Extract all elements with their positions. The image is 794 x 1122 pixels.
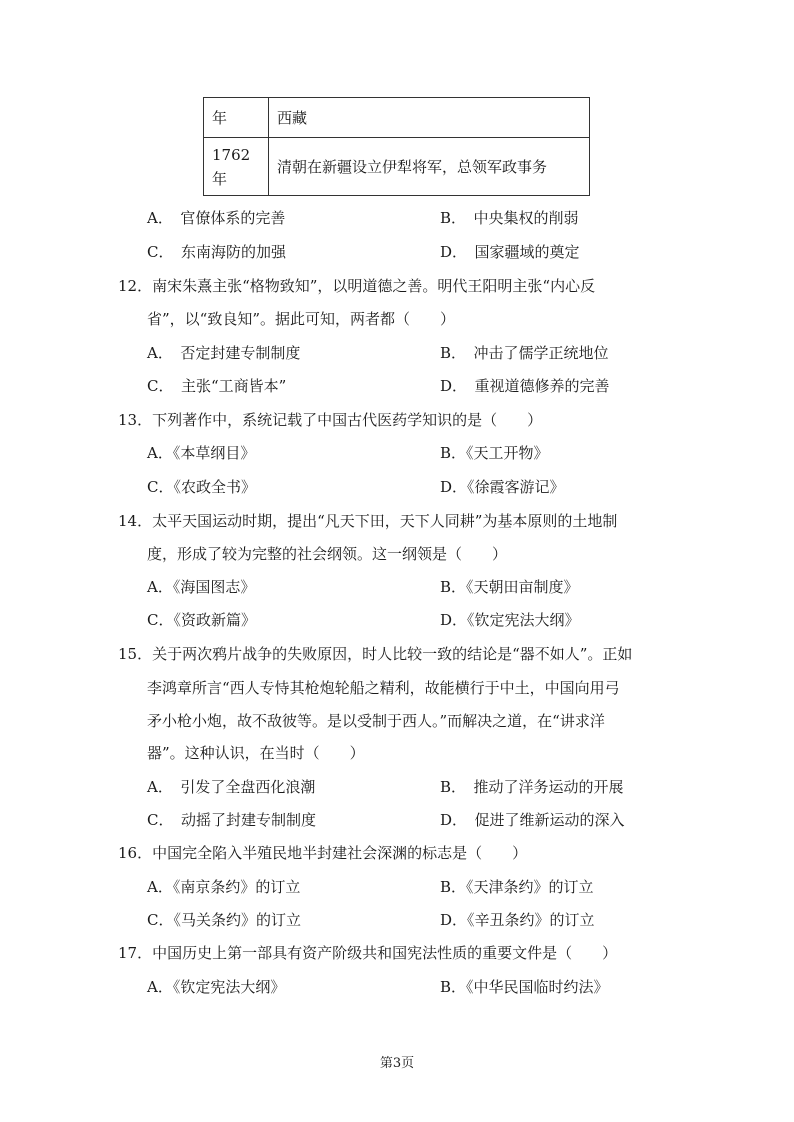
q15-option-d: D． 促进了维新运动的深入	[440, 811, 625, 829]
q13-stem-line1: 13．下列著作中，系统记载了中国古代医药学知识的是（ ）	[118, 411, 543, 429]
year-suffix: 年	[212, 169, 228, 188]
q14-option-c: C．《资政新篇》	[147, 611, 256, 629]
q11-option-d: D． 国家疆域的奠定	[440, 243, 580, 261]
q16-option-a: A．《南京条约》的订立	[147, 878, 301, 896]
q14-option-a: A．《海国图志》	[147, 578, 256, 596]
q13-option-a: A．《本草纲目》	[147, 444, 256, 462]
q15-option-b: B． 推动了洋务运动的开展	[440, 778, 624, 796]
q16-stem-line1: 16．中国完全陷入半殖民地半封建社会深渊的标志是（ ）	[118, 844, 528, 862]
q15-stem-line1: 15．关于两次鸦片战争的失败原因，时人比较一致的结论是“器不如人”。正如	[118, 645, 633, 663]
q11-option-a: A． 官僚体系的完善	[147, 209, 286, 227]
q13-option-b: B．《天工开物》	[440, 444, 549, 462]
q13-option-c: C．《农政全书》	[147, 478, 256, 496]
event-cell: 清朝在新疆设立伊犁将军，总领军政事务	[269, 138, 590, 196]
q16-option-c: C．《马关条约》的订立	[147, 911, 301, 929]
event-table	[203, 97, 590, 196]
q15-stem-line4: 器”。这种认识，在当时（ ）	[147, 744, 365, 762]
q11-option-c: C． 东南海防的加强	[147, 243, 286, 261]
q12-option-a: A． 否定封建专制制度	[147, 344, 301, 362]
q12-option-c: C． 主张“工商皆本”	[147, 377, 287, 395]
q14-stem-line1: 14．太平天国运动时期，提出“凡天下田，天下人同耕”为基本原则的土地制	[118, 512, 618, 530]
q12-option-d: D． 重视道德修养的完善	[440, 377, 610, 395]
q12-option-b: B． 冲击了儒学正统地位	[440, 344, 609, 362]
q15-option-c: C． 动摇了封建专制制度	[147, 811, 316, 829]
q15-stem-line3: 矛小枪小炮，故不敌彼等。是以受制于西人。”而解决之道，在“讲求洋	[147, 712, 605, 730]
table-row	[204, 138, 590, 196]
q12-stem-line2: 省”，以“致良知”。据此可知，两者都（ ）	[147, 310, 456, 328]
q14-option-d: D．《钦定宪法大纲》	[440, 611, 580, 629]
page-number: 第3页	[379, 1056, 415, 1071]
year-cell	[204, 138, 269, 196]
q17-option-a: A．《钦定宪法大纲》	[147, 978, 286, 996]
table-row	[204, 98, 590, 138]
q13-option-d: D．《徐霞客游记》	[440, 478, 565, 496]
q15-option-a: A． 引发了全盘西化浪潮	[147, 778, 316, 796]
q11-option-b: B． 中央集权的削弱	[440, 209, 579, 227]
q12-stem-line1: 12．南宋朱熹主张“格物致知”，以明道德之善。明代王阳明主张“内心反	[118, 277, 596, 295]
q16-option-b: B．《天津条约》的订立	[440, 878, 594, 896]
q15-stem-line2: 李鸿章所言“西人专恃其枪炮轮船之精利，故能横行于中土，中国向用弓	[147, 679, 620, 697]
q17-option-b: B．《中华民国临时约法》	[440, 978, 609, 996]
event-cell: 西藏	[269, 98, 590, 138]
year-cell: 年	[204, 98, 269, 138]
q14-stem-line2: 度，形成了较为完整的社会纲领。这一纲领是（ ）	[147, 545, 508, 563]
q16-option-d: D．《辛丑条约》的订立	[440, 911, 595, 929]
q17-stem-line1: 17．中国历史上第一部具有资产阶级共和国宪法性质的重要文件是（ ）	[118, 944, 618, 962]
q14-option-b: B．《天朝田亩制度》	[440, 578, 579, 596]
year-number: 1762	[212, 145, 251, 164]
